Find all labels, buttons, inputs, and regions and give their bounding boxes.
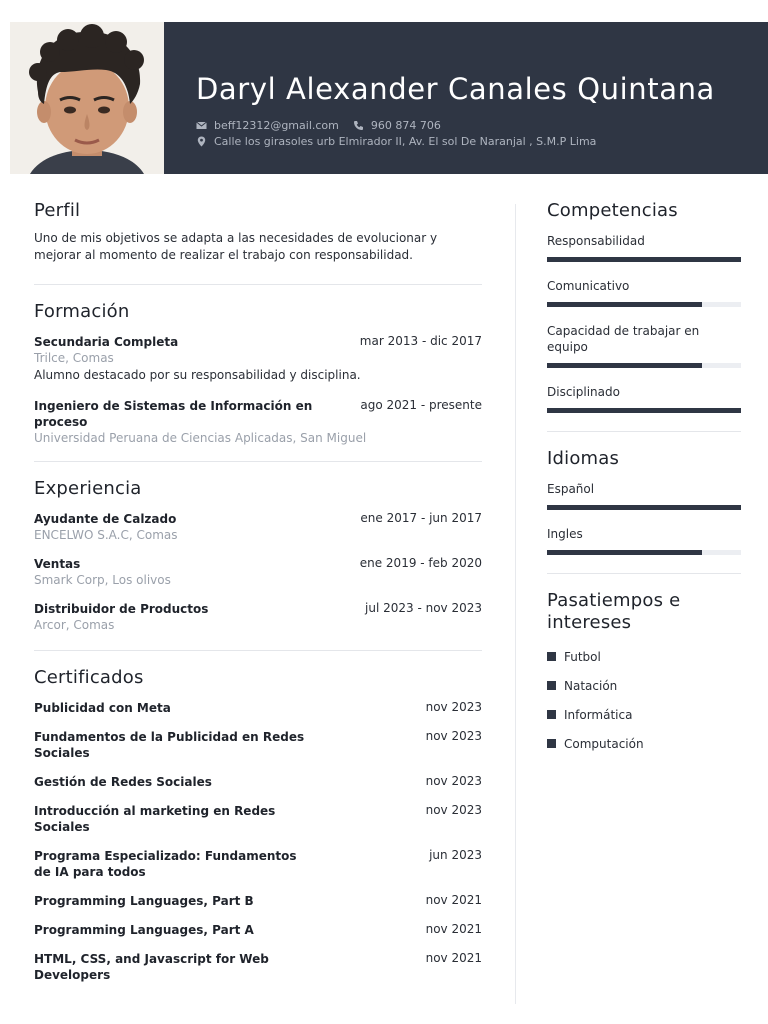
entry-date: nov 2023 — [425, 803, 482, 817]
language-item — [547, 526, 741, 555]
entry-title: Introducción al marketing en Redes Sociales — [34, 804, 276, 834]
hobby-label: Futbol — [564, 649, 601, 664]
entry-date: ene 2017 - jun 2017 — [360, 511, 482, 525]
entry-title: Distribuidor de Productos — [34, 602, 209, 616]
profile-title: Perfil — [34, 200, 81, 221]
skill-item — [547, 278, 741, 307]
education-entry — [34, 334, 482, 383]
entry-title: Programming Languages, Part A — [34, 923, 254, 937]
section-divider — [547, 431, 741, 432]
entry-title: Ayudante de Calzado — [34, 512, 177, 526]
entry-date: nov 2021 — [425, 951, 482, 965]
column-divider — [515, 204, 516, 1004]
skill-label: Disciplinado — [547, 385, 620, 399]
entry-place: Smark Corp, Los olivos — [34, 573, 171, 587]
skill-bar-track — [547, 302, 741, 307]
header-banner — [164, 22, 768, 174]
experience-title: Experiencia — [34, 478, 142, 499]
profile-text: Uno de mis objetivos se adapta a las necesidades de evolucionar y mejorar al momento de realizar el trabajo con responsabilidad. — [34, 231, 438, 262]
certificate-entry — [34, 922, 482, 938]
certificate-entry — [34, 951, 482, 983]
education-entry — [34, 398, 482, 447]
skill-bar-fill — [547, 302, 702, 307]
certificate-entry — [34, 893, 482, 909]
section-divider — [34, 284, 482, 285]
experience-entry — [34, 601, 482, 634]
language-bar-track — [547, 550, 741, 555]
resume-header — [0, 22, 768, 174]
language-bar-fill — [547, 505, 741, 510]
entry-date: nov 2021 — [425, 922, 482, 936]
hobby-label: Natación — [564, 678, 618, 693]
language-bar-track — [547, 505, 741, 510]
entry-title: Fundamentos de la Publicidad en Redes Sociales — [34, 730, 305, 760]
language-item — [547, 481, 741, 510]
bullet-square-icon — [547, 681, 556, 690]
entry-place: Trilce, Comas — [34, 351, 114, 365]
entry-title: Publicidad con Meta — [34, 701, 171, 715]
hobbies-title: Pasatiempos e intereses — [547, 590, 681, 633]
entry-title: Gestión de Redes Sociales — [34, 775, 212, 789]
language-bar-fill — [547, 550, 702, 555]
hobby-item — [547, 642, 741, 671]
language-label: Ingles — [547, 527, 583, 541]
languages-title: Idiomas — [547, 448, 620, 469]
hobby-item — [547, 671, 741, 700]
full-name: Daryl Alexander Canales Quintana — [196, 72, 715, 106]
hobby-label: Informática — [564, 707, 633, 722]
entry-title: Ventas — [34, 557, 81, 571]
experience-entry — [34, 511, 482, 544]
skill-bar-fill — [547, 257, 741, 262]
entry-description: Alumno destacado por su responsabilidad y disciplina. — [34, 368, 361, 382]
entry-title: Programa Especializado: Fundamentos de IA para todos — [34, 849, 297, 879]
profile-photo-image — [10, 22, 164, 174]
contact-row-primary — [196, 119, 441, 132]
phone-icon — [353, 120, 364, 131]
entry-place: Arcor, Comas — [34, 618, 115, 632]
entry-date: jun 2023 — [429, 848, 482, 862]
entry-date: nov 2023 — [425, 729, 482, 743]
profile-section — [34, 200, 482, 264]
bullet-square-icon — [547, 710, 556, 719]
envelope-icon — [196, 120, 207, 131]
entry-title: Secundaria Completa — [34, 335, 179, 349]
hobby-label: Computación — [564, 736, 644, 751]
education-section — [34, 301, 482, 447]
section-divider — [547, 573, 741, 574]
bullet-square-icon — [547, 652, 556, 661]
hobby-item — [547, 700, 741, 729]
hobbies-list — [547, 642, 741, 758]
skill-bar-fill — [547, 408, 741, 413]
entry-title: HTML, CSS, and Javascript for Web Developers — [34, 952, 269, 982]
skill-label: Responsabilidad — [547, 234, 645, 248]
skill-item — [547, 323, 741, 368]
skill-bar-fill — [547, 363, 702, 368]
map-pin-icon — [196, 136, 207, 147]
skill-item — [547, 384, 741, 413]
certificates-section — [34, 667, 482, 983]
entry-title: Ingeniero de Sistemas de Información en proceso — [34, 399, 313, 429]
skill-bar-track — [547, 363, 741, 368]
entry-place: Universidad Peruana de Ciencias Aplicadas, San Miguel — [34, 431, 367, 445]
contact-row-address — [196, 135, 596, 148]
section-divider — [34, 650, 482, 651]
entry-date: jul 2023 - nov 2023 — [365, 601, 482, 615]
languages-section — [547, 448, 741, 555]
hobbies-section — [547, 590, 741, 758]
certificate-entry — [34, 774, 482, 790]
profile-photo — [10, 22, 164, 174]
side-column — [547, 200, 741, 758]
hobby-item — [547, 729, 741, 758]
entry-title: Programming Languages, Part B — [34, 894, 254, 908]
education-title: Formación — [34, 301, 130, 322]
skill-label: Capacidad de trabajar en equipo — [547, 324, 700, 354]
certificate-entry — [34, 729, 482, 761]
certificates-title: Certificados — [34, 667, 144, 688]
skill-label: Comunicativo — [547, 279, 630, 293]
entry-date: ago 2021 - presente — [360, 398, 482, 412]
entry-place: ENCELWO S.A.C, Comas — [34, 528, 178, 542]
phone-text: 960 874 706 — [370, 119, 441, 132]
email-text[interactable]: beff12312@gmail.com — [214, 119, 339, 132]
bullet-square-icon — [547, 739, 556, 748]
skill-bar-track — [547, 257, 741, 262]
address-text: Calle los girasoles urb Elmirador II, Av. El sol De Naranjal , S.M.P Lima — [214, 135, 597, 148]
skills-section — [547, 200, 741, 413]
certificate-entry — [34, 848, 482, 880]
entry-date: nov 2023 — [425, 700, 482, 714]
skill-bar-track — [547, 408, 741, 413]
language-label: Español — [547, 482, 595, 496]
skills-title: Competencias — [547, 200, 678, 221]
certificate-entry — [34, 700, 482, 716]
entry-date: nov 2023 — [425, 774, 482, 788]
entry-date: mar 2013 - dic 2017 — [359, 334, 482, 348]
experience-entry — [34, 556, 482, 589]
entry-date: nov 2021 — [425, 893, 482, 907]
section-divider — [34, 461, 482, 462]
certificate-entry — [34, 803, 482, 835]
experience-section — [34, 478, 482, 634]
entry-date: ene 2019 - feb 2020 — [359, 556, 482, 570]
skill-item — [547, 233, 741, 262]
main-column — [34, 200, 482, 983]
